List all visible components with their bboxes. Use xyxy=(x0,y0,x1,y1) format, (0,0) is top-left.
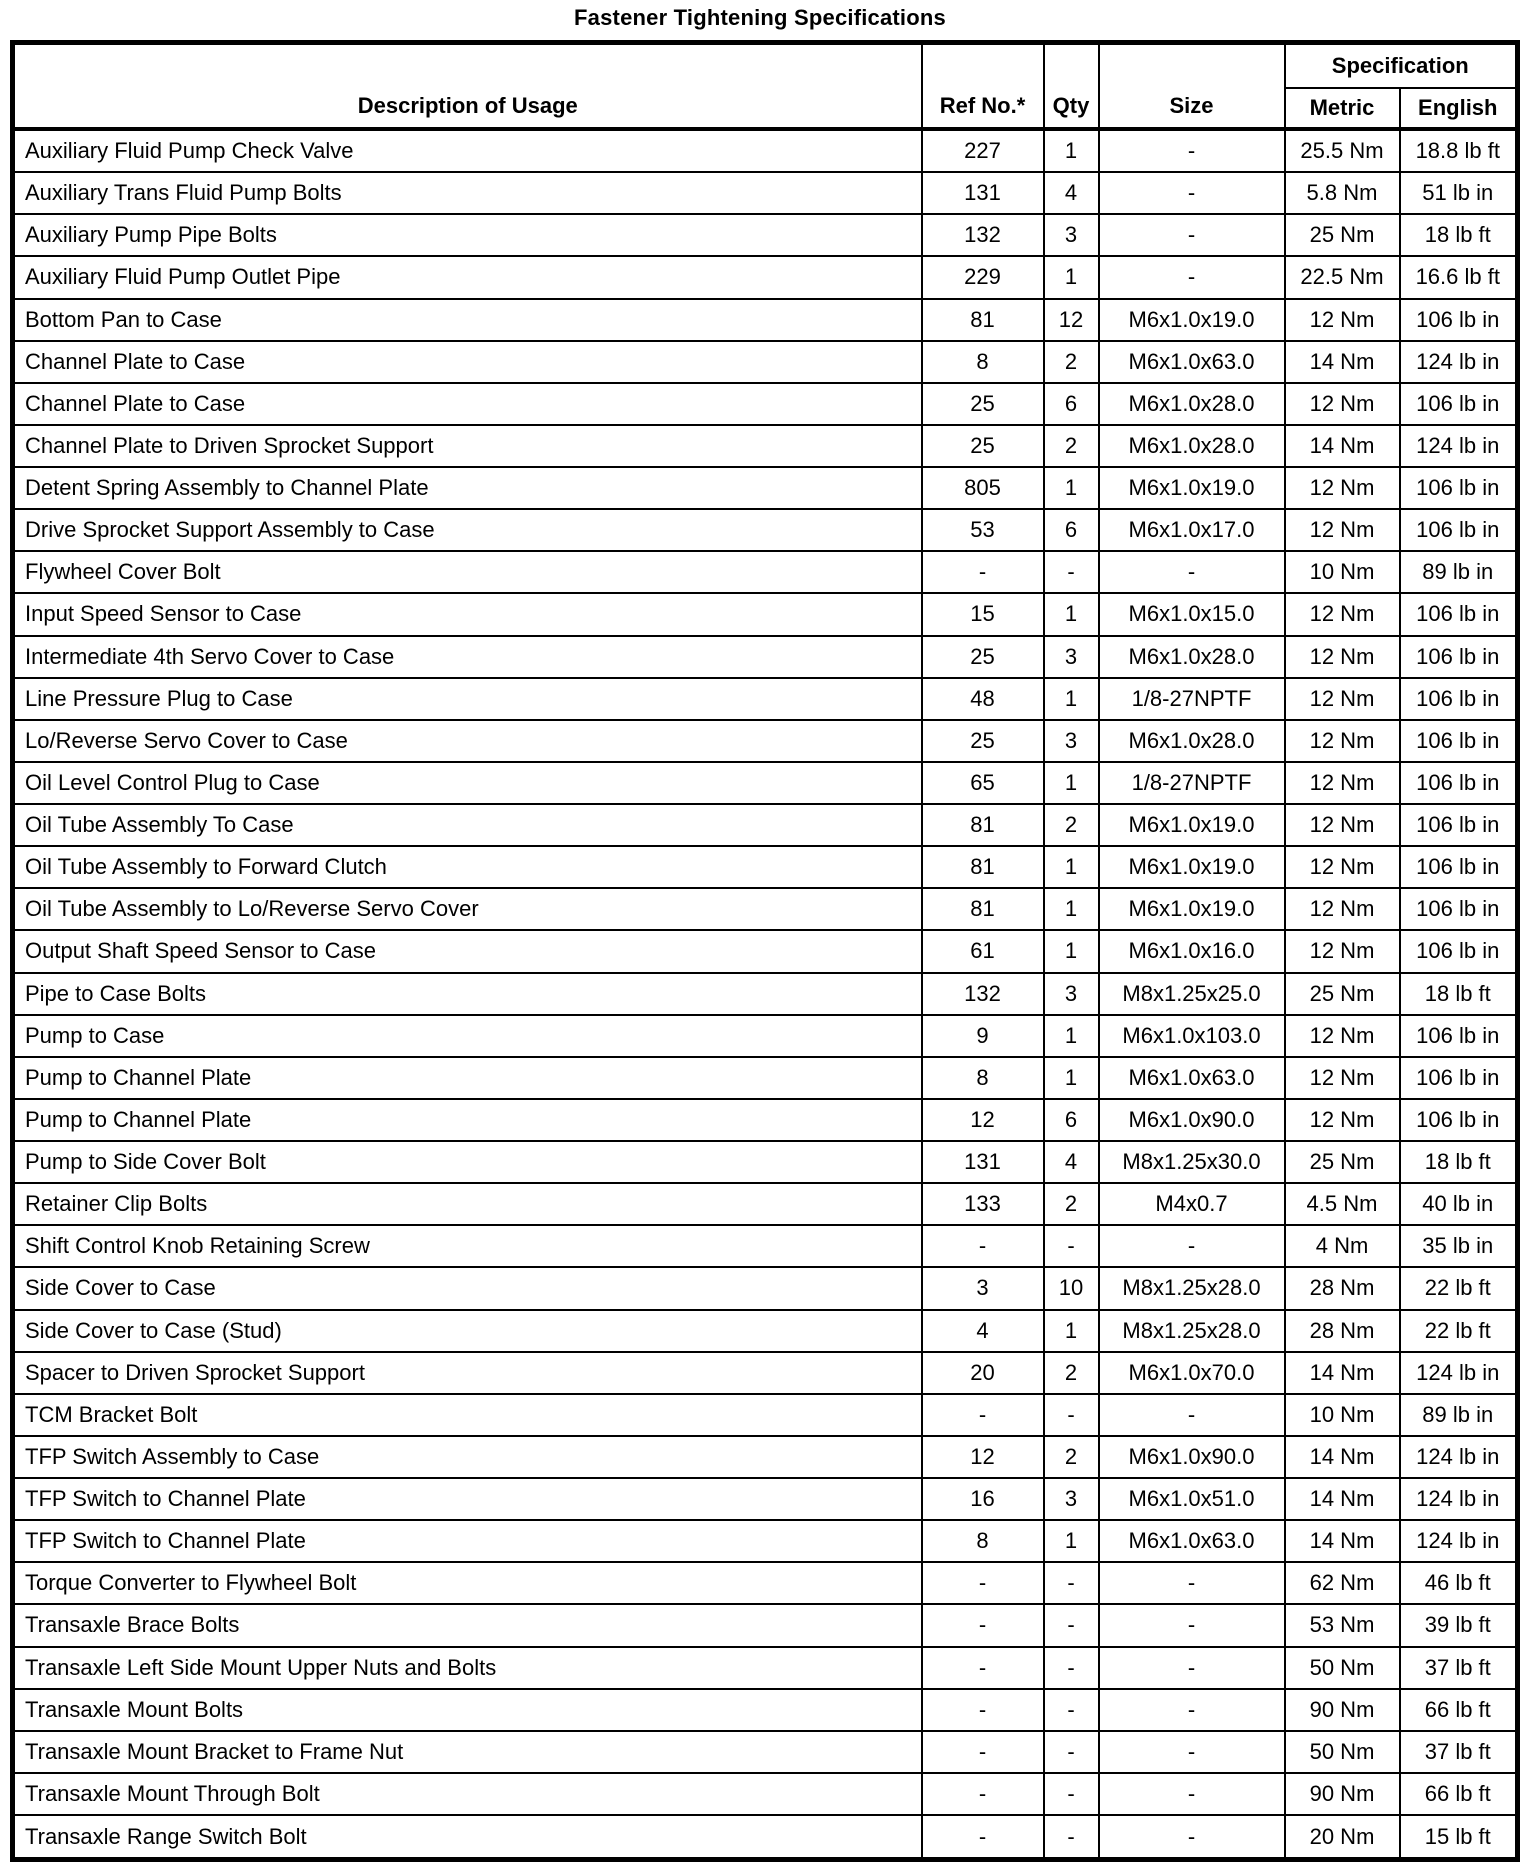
col-header-english: English xyxy=(1400,88,1518,129)
cell-ref-no: 8 xyxy=(922,341,1044,383)
table-row xyxy=(13,1604,1518,1646)
cell-size: M6x1.0x63.0 xyxy=(1099,341,1285,383)
cell-qty: 2 xyxy=(1044,804,1099,846)
cell-size: M6x1.0x17.0 xyxy=(1099,509,1285,551)
cell-ref-no: - xyxy=(922,1689,1044,1731)
table-body xyxy=(13,129,1518,1860)
cell-description: TCM Bracket Bolt xyxy=(13,1394,922,1436)
table-row xyxy=(13,467,1518,509)
cell-description: Shift Control Knob Retaining Screw xyxy=(13,1225,922,1267)
cell-english: 66 lb ft xyxy=(1400,1689,1518,1731)
table-row xyxy=(13,509,1518,551)
cell-description: TFP Switch to Channel Plate xyxy=(13,1520,922,1562)
cell-size: M6x1.0x63.0 xyxy=(1099,1520,1285,1562)
cell-description: Auxiliary Pump Pipe Bolts xyxy=(13,214,922,256)
cell-metric: 5.8 Nm xyxy=(1285,172,1400,214)
cell-metric: 14 Nm xyxy=(1285,425,1400,467)
cell-english: 106 lb in xyxy=(1400,299,1518,341)
table-row xyxy=(13,1731,1518,1773)
table-row xyxy=(13,1436,1518,1478)
cell-description: Transaxle Left Side Mount Upper Nuts and Bolts xyxy=(13,1647,922,1689)
cell-ref-no: 16 xyxy=(922,1478,1044,1520)
cell-description: Channel Plate to Case xyxy=(13,341,922,383)
table-row xyxy=(13,762,1518,804)
cell-english: 16.6 lb ft xyxy=(1400,256,1518,298)
table-row xyxy=(13,551,1518,593)
cell-qty: 3 xyxy=(1044,973,1099,1015)
table-row xyxy=(13,1352,1518,1394)
cell-english: 40 lb in xyxy=(1400,1183,1518,1225)
header-row-top xyxy=(13,43,1518,88)
cell-description: Pipe to Case Bolts xyxy=(13,973,922,1015)
cell-english: 18 lb ft xyxy=(1400,973,1518,1015)
cell-ref-no: 133 xyxy=(922,1183,1044,1225)
cell-metric: 12 Nm xyxy=(1285,720,1400,762)
table-row xyxy=(13,888,1518,930)
cell-description: Auxiliary Fluid Pump Outlet Pipe xyxy=(13,256,922,298)
cell-english: 106 lb in xyxy=(1400,930,1518,972)
cell-ref-no: 48 xyxy=(922,678,1044,720)
cell-ref-no: - xyxy=(922,1815,1044,1860)
cell-size: - xyxy=(1099,1562,1285,1604)
cell-metric: 28 Nm xyxy=(1285,1267,1400,1309)
cell-qty: 6 xyxy=(1044,383,1099,425)
cell-metric: 4.5 Nm xyxy=(1285,1183,1400,1225)
cell-description: Oil Tube Assembly to Lo/Reverse Servo Cover xyxy=(13,888,922,930)
cell-english: 106 lb in xyxy=(1400,762,1518,804)
table-row xyxy=(13,1141,1518,1183)
cell-description: Auxiliary Fluid Pump Check Valve xyxy=(13,129,922,173)
table-row xyxy=(13,129,1518,173)
table-row xyxy=(13,593,1518,635)
cell-metric: 12 Nm xyxy=(1285,299,1400,341)
cell-english: 46 lb ft xyxy=(1400,1562,1518,1604)
table-row xyxy=(13,1183,1518,1225)
cell-metric: 12 Nm xyxy=(1285,1057,1400,1099)
cell-qty: - xyxy=(1044,1647,1099,1689)
cell-size: - xyxy=(1099,1394,1285,1436)
table-row xyxy=(13,636,1518,678)
cell-qty: - xyxy=(1044,1731,1099,1773)
table-row xyxy=(13,1225,1518,1267)
cell-description: Intermediate 4th Servo Cover to Case xyxy=(13,636,922,678)
cell-description: Side Cover to Case (Stud) xyxy=(13,1310,922,1352)
table-row xyxy=(13,1310,1518,1352)
table-row xyxy=(13,256,1518,298)
table-row xyxy=(13,930,1518,972)
cell-metric: 12 Nm xyxy=(1285,467,1400,509)
cell-english: 106 lb in xyxy=(1400,846,1518,888)
cell-description: Channel Plate to Driven Sprocket Support xyxy=(13,425,922,467)
col-header-metric: Metric xyxy=(1285,88,1400,129)
cell-english: 124 lb in xyxy=(1400,1436,1518,1478)
cell-size: M6x1.0x19.0 xyxy=(1099,804,1285,846)
cell-size: - xyxy=(1099,1225,1285,1267)
col-header-description: Description of Usage xyxy=(13,43,922,129)
cell-english: 124 lb in xyxy=(1400,1352,1518,1394)
cell-qty: 2 xyxy=(1044,1352,1099,1394)
table-row xyxy=(13,1478,1518,1520)
cell-size: M6x1.0x51.0 xyxy=(1099,1478,1285,1520)
cell-size: M6x1.0x19.0 xyxy=(1099,846,1285,888)
cell-qty: 10 xyxy=(1044,1267,1099,1309)
cell-description: Line Pressure Plug to Case xyxy=(13,678,922,720)
cell-qty: 1 xyxy=(1044,888,1099,930)
cell-metric: 14 Nm xyxy=(1285,1478,1400,1520)
cell-ref-no: 4 xyxy=(922,1310,1044,1352)
cell-qty: - xyxy=(1044,551,1099,593)
table-row xyxy=(13,1394,1518,1436)
cell-ref-no: 81 xyxy=(922,804,1044,846)
cell-size: M8x1.25x25.0 xyxy=(1099,973,1285,1015)
cell-ref-no: 20 xyxy=(922,1352,1044,1394)
table-row xyxy=(13,1647,1518,1689)
cell-english: 18.8 lb ft xyxy=(1400,129,1518,173)
cell-metric: 12 Nm xyxy=(1285,1015,1400,1057)
cell-english: 124 lb in xyxy=(1400,341,1518,383)
cell-size: M6x1.0x70.0 xyxy=(1099,1352,1285,1394)
cell-english: 37 lb ft xyxy=(1400,1647,1518,1689)
cell-ref-no: - xyxy=(922,1731,1044,1773)
cell-english: 106 lb in xyxy=(1400,888,1518,930)
cell-qty: 1 xyxy=(1044,467,1099,509)
cell-metric: 12 Nm xyxy=(1285,593,1400,635)
cell-description: Auxiliary Trans Fluid Pump Bolts xyxy=(13,172,922,214)
cell-qty: 6 xyxy=(1044,509,1099,551)
cell-ref-no: 3 xyxy=(922,1267,1044,1309)
cell-size: M6x1.0x19.0 xyxy=(1099,888,1285,930)
cell-english: 89 lb in xyxy=(1400,551,1518,593)
cell-ref-no: 53 xyxy=(922,509,1044,551)
cell-description: Pump to Side Cover Bolt xyxy=(13,1141,922,1183)
cell-description: Transaxle Range Switch Bolt xyxy=(13,1815,922,1860)
cell-size: - xyxy=(1099,1647,1285,1689)
cell-description: Output Shaft Speed Sensor to Case xyxy=(13,930,922,972)
cell-metric: 12 Nm xyxy=(1285,1099,1400,1141)
cell-size: M8x1.25x30.0 xyxy=(1099,1141,1285,1183)
cell-ref-no: 131 xyxy=(922,172,1044,214)
cell-size: 1/8-27NPTF xyxy=(1099,678,1285,720)
cell-qty: 3 xyxy=(1044,1478,1099,1520)
cell-ref-no: 81 xyxy=(922,888,1044,930)
cell-english: 106 lb in xyxy=(1400,383,1518,425)
cell-size: M6x1.0x28.0 xyxy=(1099,425,1285,467)
table-row xyxy=(13,1099,1518,1141)
cell-description: Transaxle Mount Bolts xyxy=(13,1689,922,1731)
cell-metric: 50 Nm xyxy=(1285,1731,1400,1773)
cell-english: 66 lb ft xyxy=(1400,1773,1518,1815)
cell-metric: 12 Nm xyxy=(1285,383,1400,425)
cell-qty: 1 xyxy=(1044,1520,1099,1562)
cell-size: - xyxy=(1099,1815,1285,1860)
cell-size: M8x1.25x28.0 xyxy=(1099,1310,1285,1352)
cell-metric: 20 Nm xyxy=(1285,1815,1400,1860)
cell-qty: 2 xyxy=(1044,341,1099,383)
cell-qty: 2 xyxy=(1044,425,1099,467)
cell-english: 106 lb in xyxy=(1400,593,1518,635)
cell-size: M6x1.0x103.0 xyxy=(1099,1015,1285,1057)
cell-size: - xyxy=(1099,1689,1285,1731)
cell-ref-no: - xyxy=(922,1394,1044,1436)
cell-qty: 1 xyxy=(1044,678,1099,720)
table-row xyxy=(13,425,1518,467)
cell-size: M6x1.0x90.0 xyxy=(1099,1099,1285,1141)
cell-size: M6x1.0x19.0 xyxy=(1099,299,1285,341)
cell-qty: 1 xyxy=(1044,930,1099,972)
cell-size: M6x1.0x28.0 xyxy=(1099,720,1285,762)
cell-description: Pump to Channel Plate xyxy=(13,1057,922,1099)
cell-english: 106 lb in xyxy=(1400,678,1518,720)
table-row xyxy=(13,1689,1518,1731)
cell-english: 124 lb in xyxy=(1400,425,1518,467)
cell-qty: 6 xyxy=(1044,1099,1099,1141)
cell-size: M8x1.25x28.0 xyxy=(1099,1267,1285,1309)
table-row xyxy=(13,973,1518,1015)
cell-ref-no: 8 xyxy=(922,1057,1044,1099)
cell-metric: 50 Nm xyxy=(1285,1647,1400,1689)
cell-description: TFP Switch Assembly to Case xyxy=(13,1436,922,1478)
cell-description: Oil Level Control Plug to Case xyxy=(13,762,922,804)
cell-english: 124 lb in xyxy=(1400,1520,1518,1562)
cell-ref-no: 9 xyxy=(922,1015,1044,1057)
cell-qty: 4 xyxy=(1044,1141,1099,1183)
cell-metric: 90 Nm xyxy=(1285,1773,1400,1815)
cell-size: M6x1.0x19.0 xyxy=(1099,467,1285,509)
cell-description: Transaxle Mount Through Bolt xyxy=(13,1773,922,1815)
cell-english: 89 lb in xyxy=(1400,1394,1518,1436)
cell-english: 18 lb ft xyxy=(1400,214,1518,256)
cell-metric: 25 Nm xyxy=(1285,214,1400,256)
cell-qty: 3 xyxy=(1044,720,1099,762)
cell-description: Side Cover to Case xyxy=(13,1267,922,1309)
cell-metric: 14 Nm xyxy=(1285,341,1400,383)
table-row xyxy=(13,1015,1518,1057)
cell-metric: 90 Nm xyxy=(1285,1689,1400,1731)
cell-description: Pump to Channel Plate xyxy=(13,1099,922,1141)
cell-ref-no: - xyxy=(922,551,1044,593)
table-row xyxy=(13,804,1518,846)
cell-description: Input Speed Sensor to Case xyxy=(13,593,922,635)
cell-qty: - xyxy=(1044,1773,1099,1815)
table-header xyxy=(13,43,1518,129)
cell-qty: 1 xyxy=(1044,1310,1099,1352)
cell-ref-no: 229 xyxy=(922,256,1044,298)
cell-description: Bottom Pan to Case xyxy=(13,299,922,341)
cell-size: - xyxy=(1099,1773,1285,1815)
cell-description: Spacer to Driven Sprocket Support xyxy=(13,1352,922,1394)
cell-qty: 3 xyxy=(1044,636,1099,678)
cell-ref-no: 805 xyxy=(922,467,1044,509)
cell-ref-no: - xyxy=(922,1225,1044,1267)
table-row xyxy=(13,1520,1518,1562)
cell-qty: 1 xyxy=(1044,846,1099,888)
cell-ref-no: 25 xyxy=(922,383,1044,425)
cell-metric: 10 Nm xyxy=(1285,551,1400,593)
cell-description: Transaxle Mount Bracket to Frame Nut xyxy=(13,1731,922,1773)
table-row xyxy=(13,383,1518,425)
cell-english: 106 lb in xyxy=(1400,1057,1518,1099)
cell-ref-no: - xyxy=(922,1562,1044,1604)
table-row xyxy=(13,1057,1518,1099)
cell-ref-no: - xyxy=(922,1773,1044,1815)
cell-english: 106 lb in xyxy=(1400,509,1518,551)
cell-qty: - xyxy=(1044,1562,1099,1604)
cell-size: M6x1.0x63.0 xyxy=(1099,1057,1285,1099)
cell-english: 22 lb ft xyxy=(1400,1267,1518,1309)
cell-qty: 1 xyxy=(1044,256,1099,298)
cell-description: Torque Converter to Flywheel Bolt xyxy=(13,1562,922,1604)
cell-english: 51 lb in xyxy=(1400,172,1518,214)
cell-metric: 62 Nm xyxy=(1285,1562,1400,1604)
cell-english: 22 lb ft xyxy=(1400,1310,1518,1352)
cell-description: Oil Tube Assembly To Case xyxy=(13,804,922,846)
table-row xyxy=(13,1562,1518,1604)
cell-metric: 12 Nm xyxy=(1285,678,1400,720)
cell-ref-no: 25 xyxy=(922,720,1044,762)
cell-english: 15 lb ft xyxy=(1400,1815,1518,1860)
cell-metric: 25 Nm xyxy=(1285,973,1400,1015)
page-title: Fastener Tightening Specifications xyxy=(574,5,946,30)
cell-ref-no: 81 xyxy=(922,846,1044,888)
cell-description: Transaxle Brace Bolts xyxy=(13,1604,922,1646)
cell-metric: 10 Nm xyxy=(1285,1394,1400,1436)
cell-english: 124 lb in xyxy=(1400,1478,1518,1520)
col-header-qty: Qty xyxy=(1044,43,1099,129)
cell-ref-no: 12 xyxy=(922,1436,1044,1478)
cell-metric: 14 Nm xyxy=(1285,1352,1400,1394)
cell-english: 106 lb in xyxy=(1400,1099,1518,1141)
cell-ref-no: 132 xyxy=(922,214,1044,256)
cell-size: M6x1.0x28.0 xyxy=(1099,383,1285,425)
cell-ref-no: - xyxy=(922,1604,1044,1646)
cell-qty: 3 xyxy=(1044,214,1099,256)
cell-description: Lo/Reverse Servo Cover to Case xyxy=(13,720,922,762)
cell-english: 106 lb in xyxy=(1400,467,1518,509)
table-row xyxy=(13,341,1518,383)
table-row xyxy=(13,1815,1518,1860)
cell-ref-no: 132 xyxy=(922,973,1044,1015)
cell-qty: 12 xyxy=(1044,299,1099,341)
cell-qty: - xyxy=(1044,1394,1099,1436)
col-header-size: Size xyxy=(1099,43,1285,129)
cell-english: 18 lb ft xyxy=(1400,1141,1518,1183)
cell-description: TFP Switch to Channel Plate xyxy=(13,1478,922,1520)
cell-description: Pump to Case xyxy=(13,1015,922,1057)
cell-ref-no: 65 xyxy=(922,762,1044,804)
table-row xyxy=(13,214,1518,256)
cell-english: 35 lb in xyxy=(1400,1225,1518,1267)
cell-metric: 12 Nm xyxy=(1285,888,1400,930)
cell-metric: 12 Nm xyxy=(1285,636,1400,678)
cell-english: 106 lb in xyxy=(1400,636,1518,678)
cell-ref-no: 227 xyxy=(922,129,1044,173)
cell-english: 37 lb ft xyxy=(1400,1731,1518,1773)
cell-size: - xyxy=(1099,172,1285,214)
col-header-specification: Specification xyxy=(1285,43,1518,88)
cell-size: M6x1.0x28.0 xyxy=(1099,636,1285,678)
cell-english: 39 lb ft xyxy=(1400,1604,1518,1646)
cell-qty: - xyxy=(1044,1689,1099,1731)
table-row xyxy=(13,720,1518,762)
cell-english: 106 lb in xyxy=(1400,804,1518,846)
cell-ref-no: - xyxy=(922,1647,1044,1689)
cell-qty: 4 xyxy=(1044,172,1099,214)
cell-qty: 1 xyxy=(1044,1015,1099,1057)
cell-metric: 25 Nm xyxy=(1285,1141,1400,1183)
cell-size: - xyxy=(1099,129,1285,173)
cell-size: 1/8-27NPTF xyxy=(1099,762,1285,804)
cell-metric: 25.5 Nm xyxy=(1285,129,1400,173)
cell-metric: 22.5 Nm xyxy=(1285,256,1400,298)
cell-ref-no: 25 xyxy=(922,636,1044,678)
cell-metric: 4 Nm xyxy=(1285,1225,1400,1267)
cell-metric: 12 Nm xyxy=(1285,804,1400,846)
cell-metric: 14 Nm xyxy=(1285,1436,1400,1478)
cell-size: - xyxy=(1099,1604,1285,1646)
cell-english: 106 lb in xyxy=(1400,720,1518,762)
cell-size: - xyxy=(1099,551,1285,593)
cell-size: M6x1.0x15.0 xyxy=(1099,593,1285,635)
cell-ref-no: 81 xyxy=(922,299,1044,341)
cell-qty: - xyxy=(1044,1225,1099,1267)
cell-description: Flywheel Cover Bolt xyxy=(13,551,922,593)
table-row xyxy=(13,846,1518,888)
cell-english: 106 lb in xyxy=(1400,1015,1518,1057)
cell-ref-no: 61 xyxy=(922,930,1044,972)
cell-qty: 2 xyxy=(1044,1183,1099,1225)
cell-metric: 53 Nm xyxy=(1285,1604,1400,1646)
cell-description: Drive Sprocket Support Assembly to Case xyxy=(13,509,922,551)
col-header-ref-no: Ref No.* xyxy=(922,43,1044,129)
cell-ref-no: 15 xyxy=(922,593,1044,635)
cell-ref-no: 25 xyxy=(922,425,1044,467)
cell-qty: - xyxy=(1044,1604,1099,1646)
table-row xyxy=(13,1267,1518,1309)
cell-qty: 1 xyxy=(1044,129,1099,173)
table-row xyxy=(13,678,1518,720)
cell-metric: 12 Nm xyxy=(1285,846,1400,888)
cell-qty: - xyxy=(1044,1815,1099,1860)
cell-ref-no: 12 xyxy=(922,1099,1044,1141)
cell-qty: 1 xyxy=(1044,593,1099,635)
cell-metric: 12 Nm xyxy=(1285,930,1400,972)
cell-metric: 14 Nm xyxy=(1285,1520,1400,1562)
table-row xyxy=(13,172,1518,214)
table-row xyxy=(13,1773,1518,1815)
cell-qty: 2 xyxy=(1044,1436,1099,1478)
cell-size: M6x1.0x90.0 xyxy=(1099,1436,1285,1478)
cell-size: - xyxy=(1099,256,1285,298)
cell-description: Channel Plate to Case xyxy=(13,383,922,425)
fastener-spec-table xyxy=(10,40,1520,1862)
cell-ref-no: 131 xyxy=(922,1141,1044,1183)
cell-size: M4x0.7 xyxy=(1099,1183,1285,1225)
cell-size: - xyxy=(1099,1731,1285,1773)
cell-description: Oil Tube Assembly to Forward Clutch xyxy=(13,846,922,888)
cell-size: - xyxy=(1099,214,1285,256)
table-row xyxy=(13,299,1518,341)
cell-metric: 12 Nm xyxy=(1285,762,1400,804)
cell-description: Detent Spring Assembly to Channel Plate xyxy=(13,467,922,509)
cell-qty: 1 xyxy=(1044,762,1099,804)
cell-metric: 12 Nm xyxy=(1285,509,1400,551)
cell-size: M6x1.0x16.0 xyxy=(1099,930,1285,972)
cell-description: Retainer Clip Bolts xyxy=(13,1183,922,1225)
cell-metric: 28 Nm xyxy=(1285,1310,1400,1352)
cell-qty: 1 xyxy=(1044,1057,1099,1099)
cell-ref-no: 8 xyxy=(922,1520,1044,1562)
